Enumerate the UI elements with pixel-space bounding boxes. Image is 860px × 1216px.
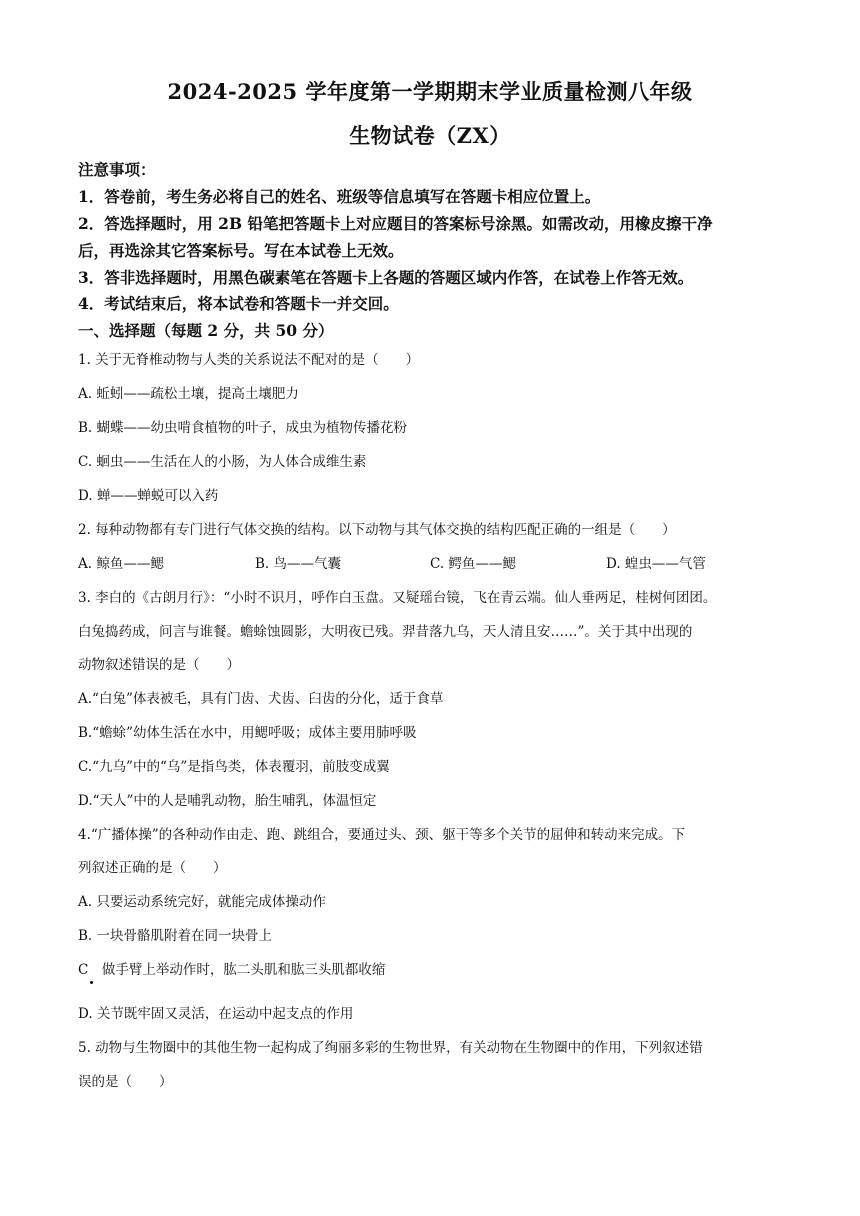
stray-dot-mark <box>90 981 93 984</box>
notice-heading: 注意事项： <box>78 160 156 179</box>
q2-option-b: B. 鸟——气囊 <box>255 556 342 572</box>
notice-item-3: 3．答非选择题时，用黑色碳素笔在答题卡上各题的答题区域内作答，在试卷上作答无效。 <box>78 268 694 287</box>
q2-option-d: D. 蝗虫——气管 <box>606 556 706 572</box>
q1-option-a: A. 蚯蚓——疏松土壤，提高土壤肥力 <box>78 386 299 402</box>
q3-option-c: C.“九乌”中的“乌”是指鸟类，体表覆羽，前肢变成翼 <box>78 759 390 775</box>
question-5-stem-line-1: 5. 动物与生物圈中的其他生物一起构成了绚丽多彩的生物世界，有关动物在生物圈中的作用，下列叙述错 <box>78 1040 703 1056</box>
question-1-stem: 1. 关于无脊椎动物与人类的关系说法不配对的是（ ） <box>78 352 420 368</box>
q3-option-b: B.“蟾蜍”幼体生活在水中，用鳃呼吸；成体主要用肺呼吸 <box>78 725 417 741</box>
q1-option-d: D. 蝉——蝉蜕可以入药 <box>78 488 219 504</box>
notice-item-2-cont: 后，再选涂其它答案标号。写在本试卷上无效。 <box>78 241 404 260</box>
q1-option-c: C. 蛔虫——生活在人的小肠，为人体合成维生素 <box>78 454 367 470</box>
notice-item-4: 4．考试结束后，将本试卷和答题卡一并交回。 <box>78 294 399 313</box>
exam-subtitle: 生物试卷（ZX） <box>349 123 511 148</box>
q4-option-b: B. 一块骨骼肌附着在同一块骨上 <box>78 928 273 944</box>
question-3-stem-line-3: 动物叙述错误的是（ ） <box>78 657 240 673</box>
exam-title: 2024-2025 学年度第一学期期末学业质量检测八年级 <box>167 79 693 104</box>
question-4-stem-line-1: 4.“广播体操”的各种动作由走、跑、跳组合，要通过头、颈、躯干等多个关节的屈伸和转动来完成。下 <box>78 827 686 843</box>
notice-item-2: 2．答选择题时，用 2B 铅笔把答题卡上对应题目的答案标号涂黑。如需改动，用橡皮擦干净 <box>78 214 713 233</box>
question-5-stem-line-2: 误的是（ ） <box>78 1074 173 1090</box>
q4-option-c: C 做手臂上举动作时，肱二头肌和肱三头肌都收缩 <box>78 962 386 978</box>
q2-option-c: C. 鳄鱼——鳃 <box>430 556 516 572</box>
notice-item-1: 1．答卷前，考生务必将自己的姓名、班级等信息填写在答题卡相应位置上。 <box>78 187 601 206</box>
q1-option-b: B. 蝴蝶——幼虫啃食植物的叶子，成虫为植物传播花粉 <box>78 420 408 436</box>
q3-option-a: A.“白兔”体表被毛，具有门齿、犬齿、臼齿的分化，适于食草 <box>78 691 444 707</box>
section-heading: 一、选择题（每题 2 分，共 50 分） <box>78 321 334 340</box>
q4-option-a: A. 只要运动系统完好，就能完成体操动作 <box>78 894 326 910</box>
q4-option-d: D. 关节既牢固又灵活，在运动中起支点的作用 <box>78 1006 354 1022</box>
question-3-stem-line-1: 3. 李白的《古朗月行》：“小时不识月，呼作白玉盘。又疑瑶台镜，飞在青云端。仙人垂两足，桂树何团团。 <box>78 590 717 606</box>
q3-option-d: D.“天人”中的人是哺乳动物，胎生哺乳，体温恒定 <box>78 793 377 809</box>
q2-option-a: A. 鲸鱼——鳃 <box>78 556 164 572</box>
question-3-stem-line-2: 白兔捣药成，问言与谁餐。蟾蜍蚀圆影，大明夜已残。羿昔落九乌，天人清且安……”。关于其中出现的 <box>78 624 693 640</box>
question-2-stem: 2. 每种动物都有专门进行气体交换的结构。以下动物与其气体交换的结构匹配正确的一组是（ ） <box>78 522 676 538</box>
question-4-stem-line-2: 列叙述正确的是（ ） <box>78 860 227 876</box>
